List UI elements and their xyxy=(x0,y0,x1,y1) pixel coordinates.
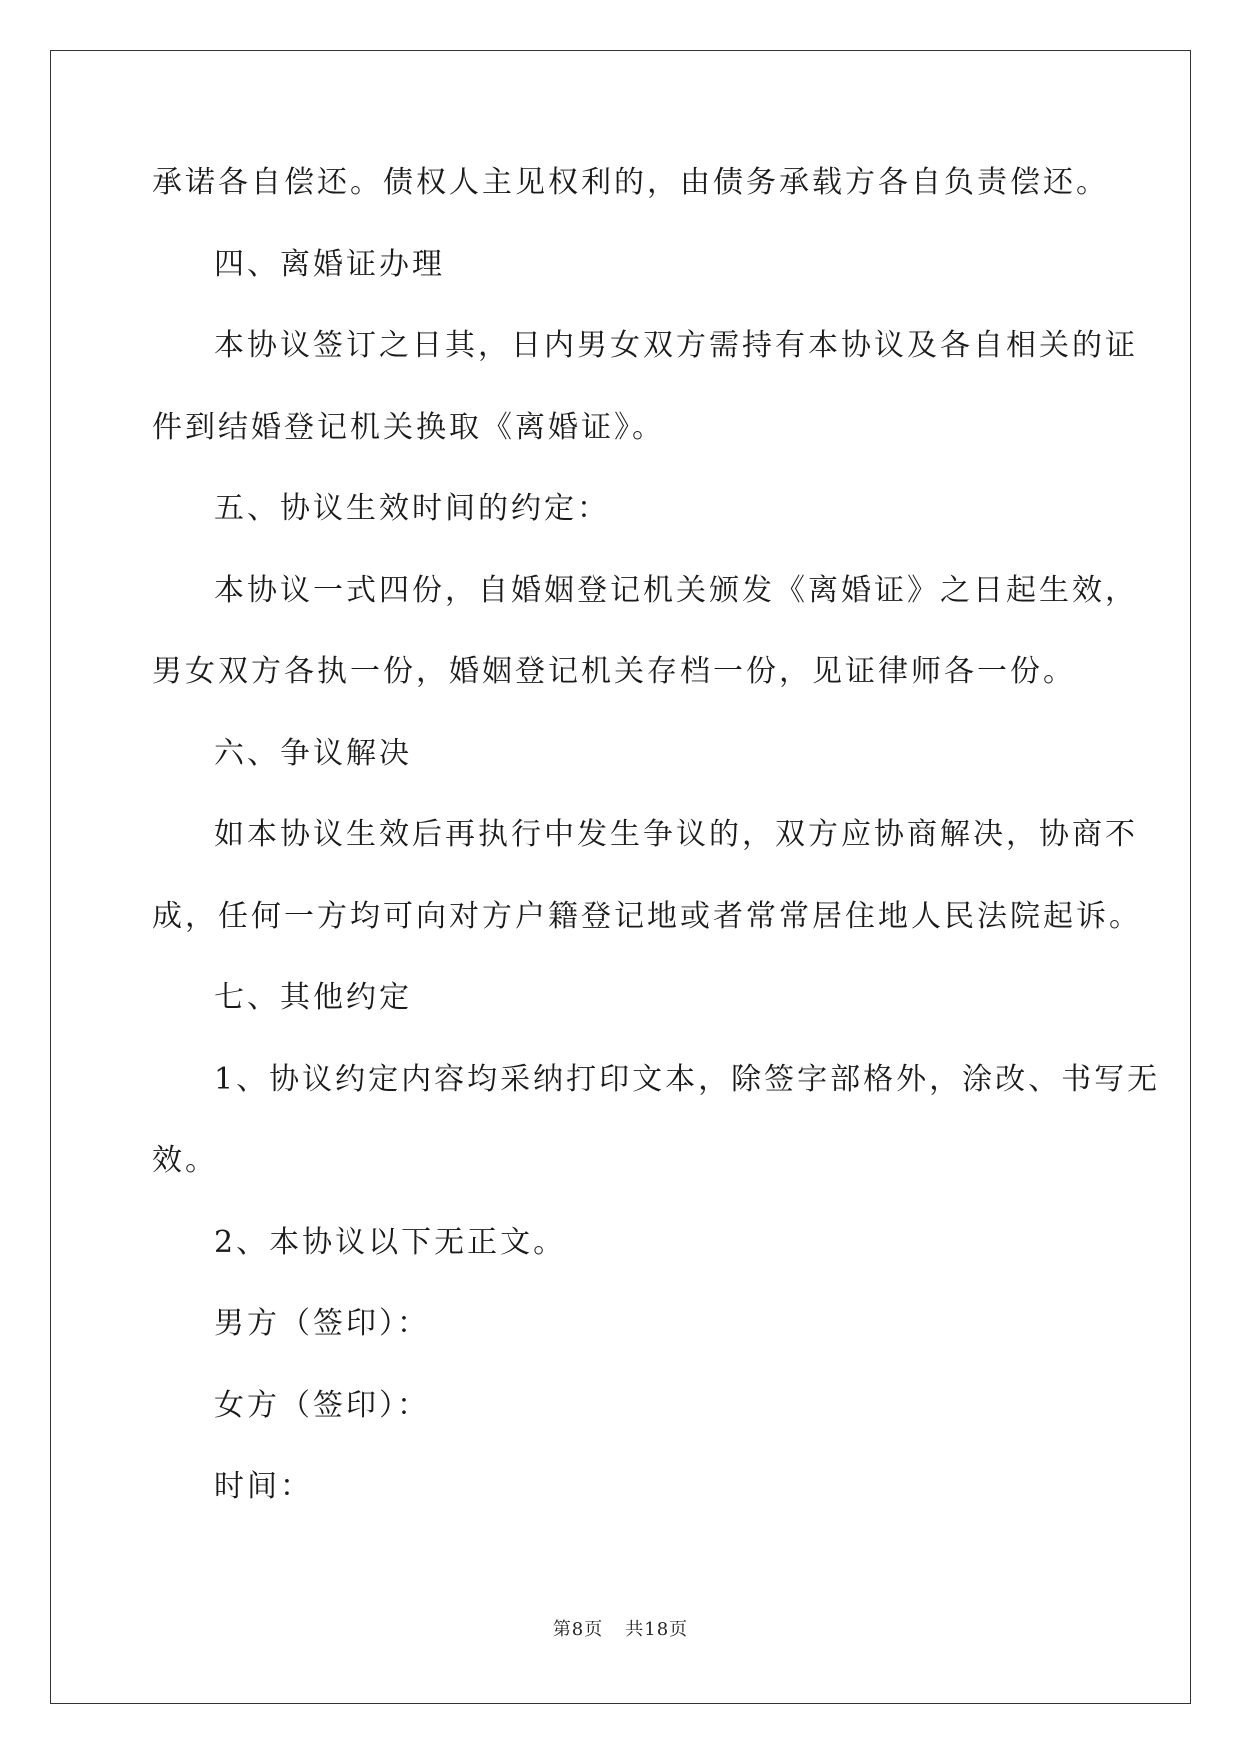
body-line: 承诺各自偿还。债权人主见权利的，由债务承载方各自负责偿还。 xyxy=(152,165,1109,200)
date-label: 时间： xyxy=(214,1469,313,1504)
document-body xyxy=(152,163,1161,1549)
body-line: 本协议签订之日其，日内男女双方需持有本协议及各自相关的证 xyxy=(214,328,1138,363)
body-line: 效。 xyxy=(152,1143,218,1178)
section-heading-effective-date: 五、协议生效时间的约定： xyxy=(214,491,610,526)
signature-female-label: 女方（签印）： xyxy=(214,1387,430,1423)
section-heading-other-agreements: 七、其他约定 xyxy=(214,980,412,1015)
section-heading-dispute-resolution: 六、争议解决 xyxy=(214,735,412,771)
body-line: 件到结婚登记机关换取《离婚证》。 xyxy=(152,409,665,445)
signature-male-label: 男方（签印）： xyxy=(214,1306,430,1341)
section-heading-divorce-certificate: 四、离婚证办理 xyxy=(214,246,445,282)
body-line: 1、协议约定内容均采纳打印文本，除签字部格外，涂改、书写无 xyxy=(214,1061,1161,1097)
body-line: 成，任何一方均可向对方户籍登记地或者常常居住地人民法院起诉。 xyxy=(152,898,1142,934)
page-number: 第8页 xyxy=(552,1619,604,1640)
body-line: 男女双方各执一份，婚姻登记机关存档一份，见证律师各一份。 xyxy=(152,654,1076,689)
body-line: 如本协议生效后再执行中发生争议的，双方应协商解决，协商不 xyxy=(214,817,1138,852)
page-footer xyxy=(0,1615,1241,1641)
body-line: 2、本协议以下无正文。 xyxy=(214,1224,567,1260)
body-line: 本协议一式四份，自婚姻登记机关颁发《离婚证》之日起生效， xyxy=(214,572,1138,608)
page-total: 共18页 xyxy=(625,1619,689,1640)
